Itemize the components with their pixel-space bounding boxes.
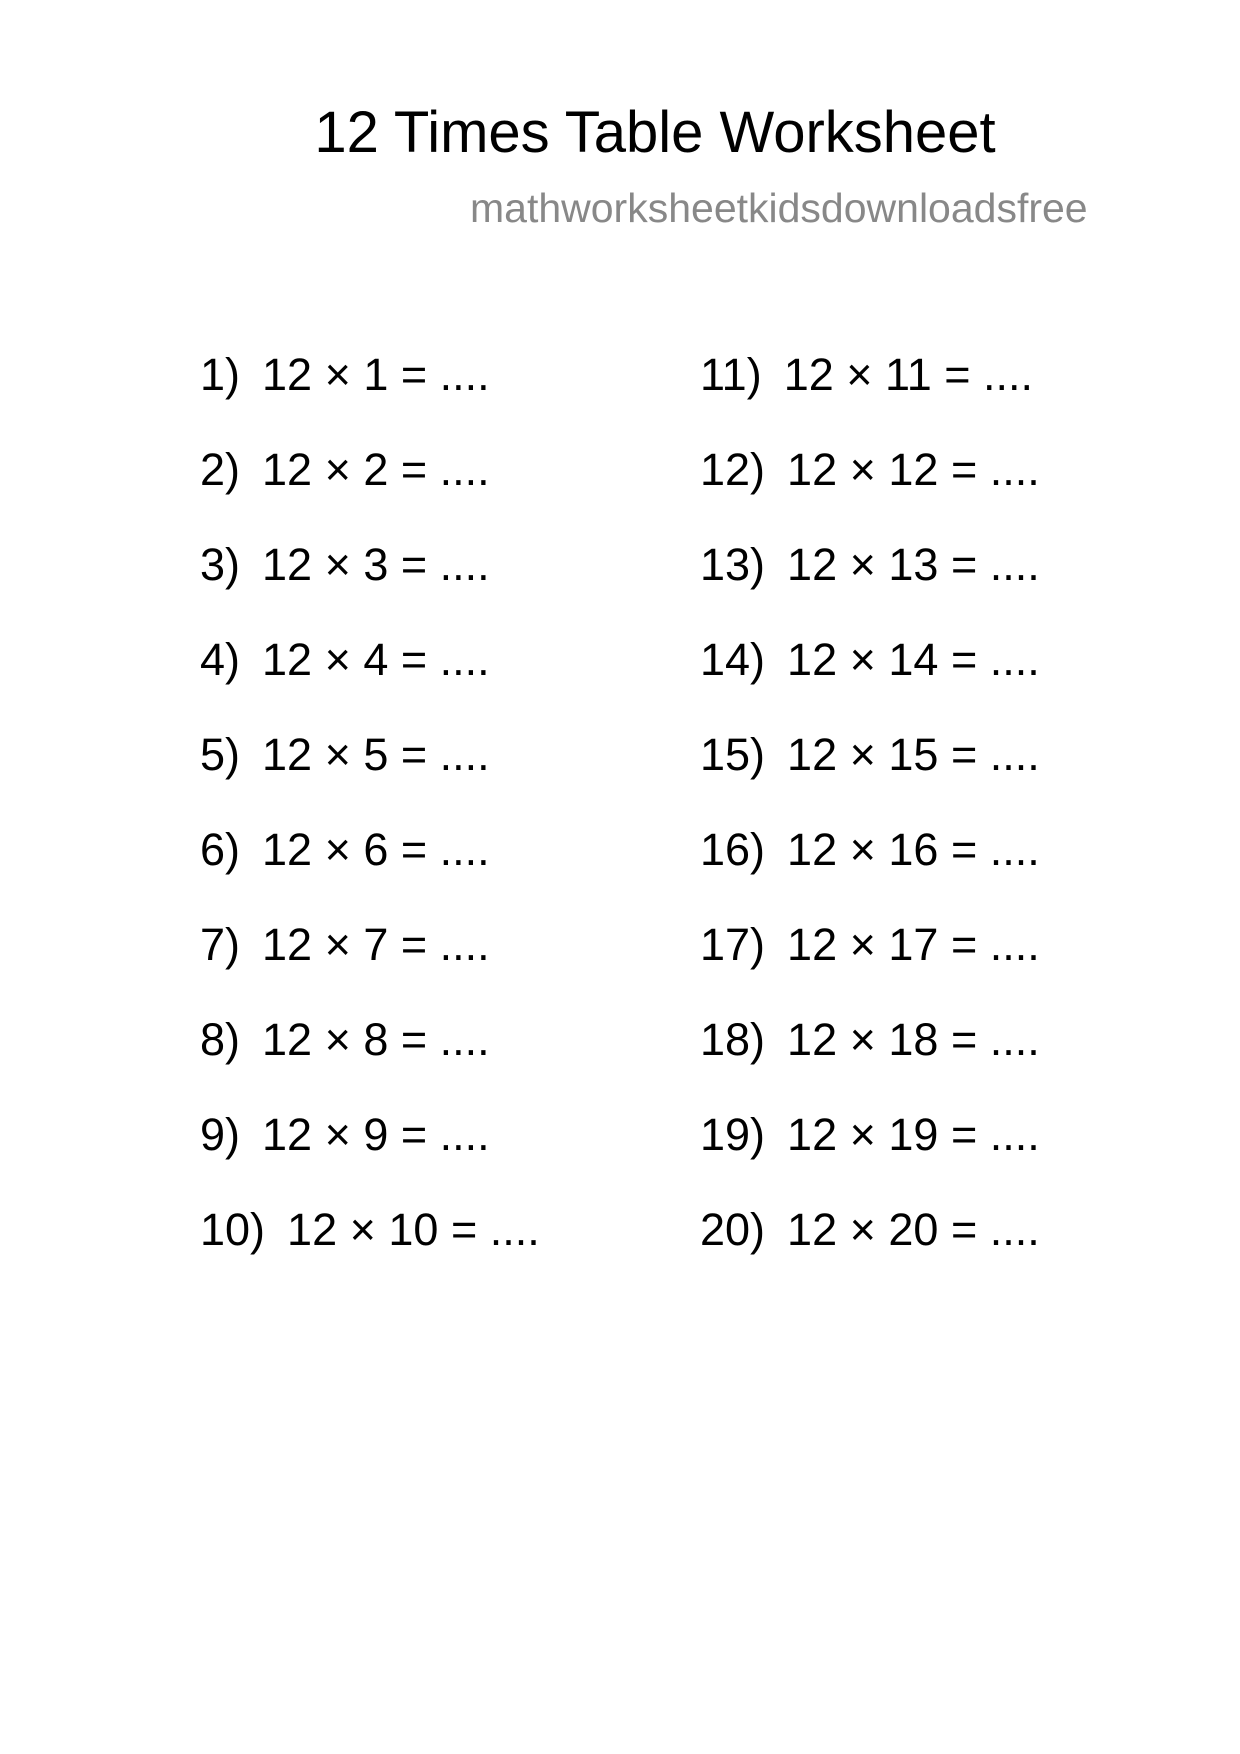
problem-expression: 12 × 14 = .... (787, 634, 1040, 685)
problem-item (200, 918, 540, 1013)
problem-expression: 12 × 6 = .... (262, 824, 490, 875)
problem-item (200, 728, 540, 823)
problem-number: 3) (200, 539, 241, 590)
problem-number: 8) (200, 1014, 241, 1065)
problem-number: 4) (200, 634, 241, 685)
problem-expression: 12 × 17 = .... (787, 919, 1040, 970)
problem-item (700, 728, 1040, 823)
problem-expression: 12 × 9 = .... (262, 1109, 490, 1160)
problem-item (200, 538, 540, 633)
problem-item (700, 633, 1040, 728)
problem-item (700, 1203, 1040, 1298)
problem-item (700, 918, 1040, 1013)
problem-item (200, 823, 540, 918)
problem-column-left (200, 348, 540, 1298)
problem-expression: 12 × 10 = .... (287, 1204, 540, 1255)
problem-number: 14) (700, 634, 766, 685)
problem-expression: 12 × 3 = .... (262, 539, 490, 590)
problem-number: 18) (700, 1014, 766, 1065)
problem-number: 19) (700, 1109, 766, 1160)
problem-column-right (700, 348, 1040, 1298)
problem-expression: 12 × 2 = .... (262, 444, 490, 495)
problem-item (700, 538, 1040, 633)
problem-number: 13) (700, 539, 766, 590)
problem-expression: 12 × 1 = .... (262, 349, 490, 400)
problem-expression: 12 × 8 = .... (262, 1014, 490, 1065)
problem-expression: 12 × 5 = .... (262, 729, 490, 780)
problem-number: 16) (700, 824, 766, 875)
problem-item (200, 443, 540, 538)
problem-number: 9) (200, 1109, 241, 1160)
problem-expression: 12 × 4 = .... (262, 634, 490, 685)
problem-number: 20) (700, 1204, 766, 1255)
problem-item (200, 633, 540, 728)
problem-expression: 12 × 7 = .... (262, 919, 490, 970)
problem-item (200, 1203, 540, 1298)
problem-expression: 12 × 19 = .... (787, 1109, 1040, 1160)
problem-expression: 12 × 16 = .... (787, 824, 1040, 875)
problem-item (200, 348, 540, 443)
problem-item (700, 348, 1040, 443)
problem-number: 17) (700, 919, 766, 970)
problem-expression: 12 × 18 = .... (787, 1014, 1040, 1065)
problem-number: 5) (200, 729, 241, 780)
problem-number: 12) (700, 444, 766, 495)
problem-number: 11) (700, 349, 762, 400)
problem-item (700, 1108, 1040, 1203)
problem-item (700, 1013, 1040, 1108)
problem-expression: 12 × 13 = .... (787, 539, 1040, 590)
problem-number: 10) (200, 1204, 266, 1255)
problem-expression: 12 × 20 = .... (787, 1204, 1040, 1255)
problem-number: 6) (200, 824, 241, 875)
problem-number: 7) (200, 919, 241, 970)
problem-expression: 12 × 15 = .... (787, 729, 1040, 780)
problem-number: 15) (700, 729, 766, 780)
worksheet-title: 12 Times Table Worksheet (314, 100, 996, 165)
problem-item (200, 1108, 540, 1203)
problem-item (700, 443, 1040, 538)
worksheet-subtitle: mathworksheetkidsdownloadsfree (470, 185, 1088, 231)
problem-item (700, 823, 1040, 918)
problem-number: 1) (200, 349, 241, 400)
problem-expression: 12 × 12 = .... (787, 444, 1040, 495)
problem-number: 2) (200, 444, 241, 495)
problem-expression: 12 × 11 = .... (783, 349, 1034, 400)
problem-item (200, 1013, 540, 1108)
